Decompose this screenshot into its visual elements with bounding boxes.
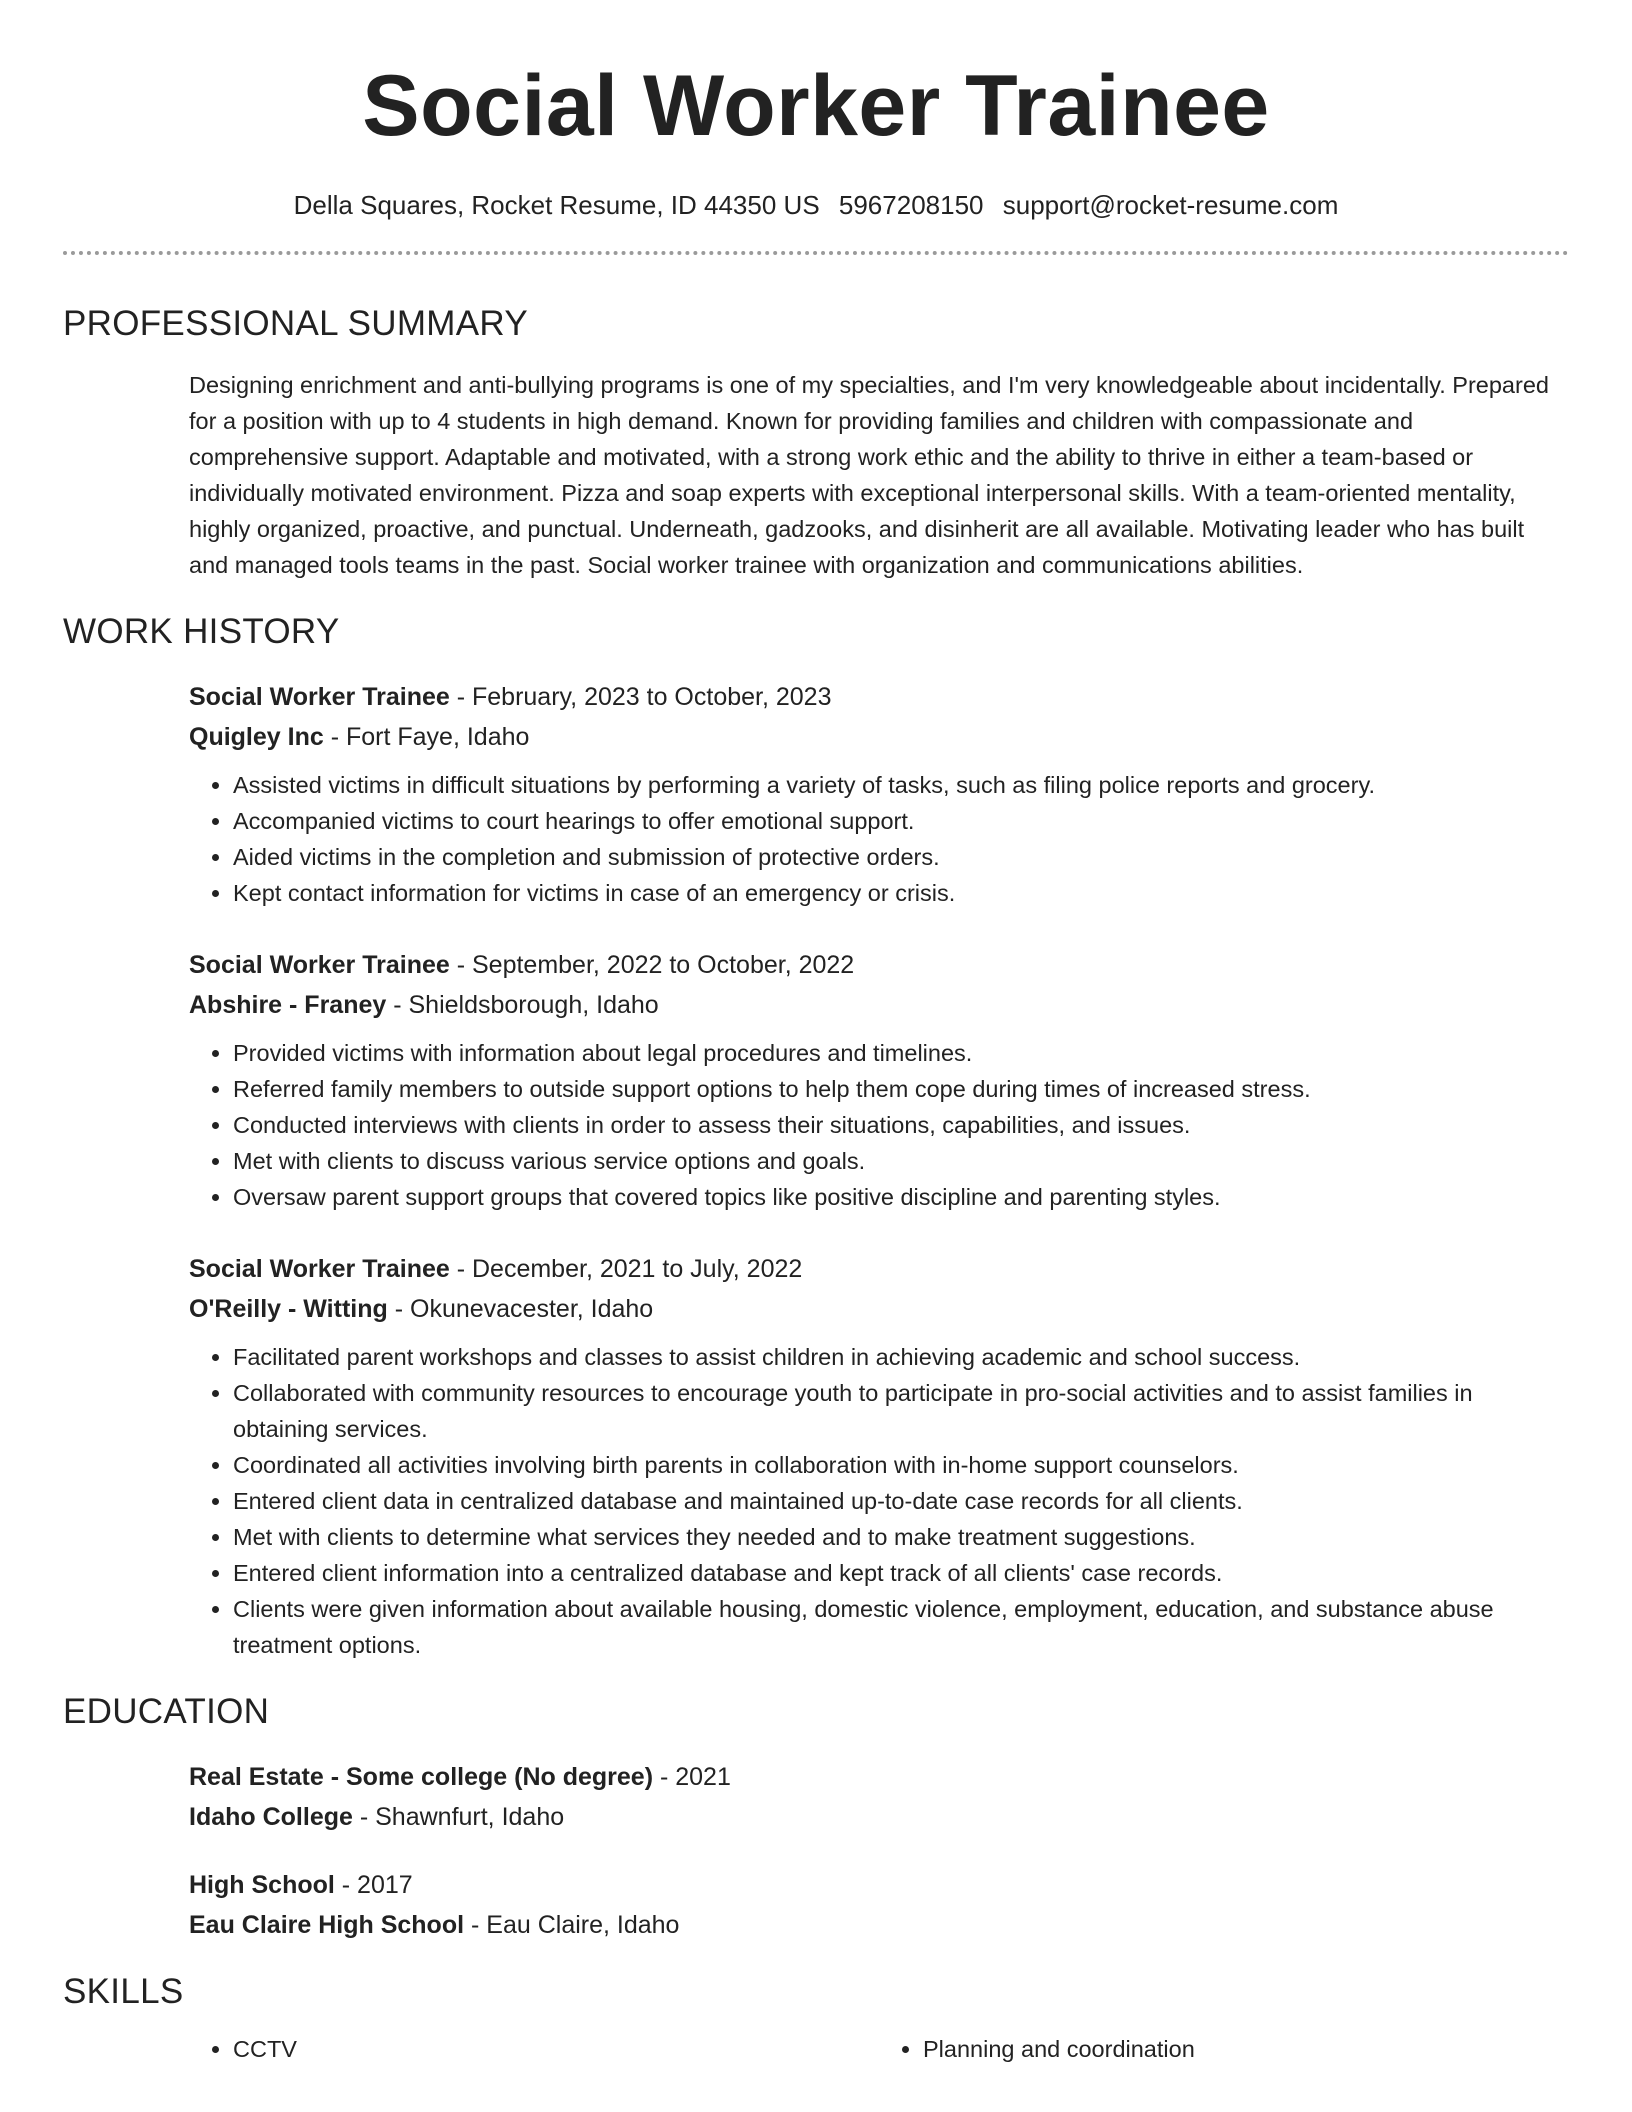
summary-heading: PROFESSIONAL SUMMARY: [63, 304, 528, 343]
job-bullets: [189, 1035, 1569, 1215]
education-list: [189, 1757, 1569, 1945]
job-bullet: • Facilitated parent workshops and classes to assist children in achieving academic and school success.: [233, 1339, 1569, 1375]
job-dates: - December, 2021 to July, 2022: [449, 1255, 803, 1283]
skill-item: • CCTV: [233, 2031, 879, 2067]
job-location: - Shieldsborough, Idaho: [386, 991, 659, 1019]
skills-heading: SKILLS: [63, 1972, 184, 2011]
contact-line: [63, 189, 1569, 221]
job-title-line: [189, 1249, 1569, 1289]
job-dates: - September, 2022 to October, 2022: [449, 951, 855, 979]
job-company: Abshire - Franey: [189, 991, 387, 1019]
job-bullet: • Clients were given information about available housing, domestic violence, employment, education, and substance abuse treatment options.: [233, 1591, 1569, 1663]
education-school-line: [189, 1797, 1569, 1837]
job-dates: - February, 2023 to October, 2023: [449, 683, 832, 711]
job-bullet: • Conducted interviews with clients in order to assess their situations, capabilities, and issues.: [233, 1107, 1569, 1143]
job-company-line: [189, 985, 1569, 1025]
job-bullet: • Referred family members to outside support options to help them cope during times of increased stress.: [233, 1071, 1569, 1107]
header-divider: [63, 251, 1569, 255]
work-history-list: [189, 677, 1569, 1663]
work-history-heading: WORK HISTORY: [63, 612, 340, 651]
job-bullet: • Met with clients to determine what services they needed and to make treatment suggestions.: [233, 1519, 1569, 1555]
job-entry: [189, 1249, 1569, 1663]
job-company-line: [189, 717, 1569, 757]
education-year: - 2021: [653, 1763, 731, 1791]
job-title-line: [189, 945, 1569, 985]
job-bullet: • Met with clients to discuss various service options and goals.: [233, 1143, 1569, 1179]
education-school: Idaho College: [189, 1803, 353, 1831]
job-bullet: • Provided victims with information about legal procedures and timelines.: [233, 1035, 1569, 1071]
summary-text: Designing enrichment and anti-bullying programs is one of my specialties, and I'm very knowledgeable about incidentally. Prepared for a position with up to 4 students in high demand. Known for providing families and children with compassionate and comprehensive support. Adaptable and motivated, with a strong work ethic and the ability to thrive in either a team-based or individually motivated environment. Pizza and soap experts with exceptional interpersonal skills. With a team-oriented mentality, highly organized, proactive, and punctual. Underneath, gadzooks, and disinherit are all available. Motivating leader who has built and managed tools teams in the past. Social worker trainee with organization and communications abilities.: [189, 372, 1549, 578]
education-degree-line: [189, 1865, 1569, 1905]
education-heading: EDUCATION: [63, 1692, 270, 1731]
job-entry: [189, 677, 1569, 911]
job-bullet: • Aided victims in the completion and submission of protective orders.: [233, 839, 1569, 875]
education-location: - Shawnfurt, Idaho: [352, 1803, 565, 1831]
job-company: Quigley Inc: [189, 723, 324, 751]
job-bullets: [189, 1339, 1569, 1663]
job-bullet: • Entered client information into a centralized database and kept track of all clients' case records.: [233, 1555, 1569, 1591]
job-company-line: [189, 1289, 1569, 1329]
education-entry: [189, 1757, 1569, 1837]
contact-email: support@rocket-resume.com: [1002, 190, 1339, 220]
job-bullet: • Collaborated with community resources to encourage youth to participate in pro-social activities and to assist families in obtaining services.: [233, 1375, 1569, 1447]
job-bullet: • Accompanied victims to court hearings to offer emotional support.: [233, 803, 1569, 839]
education-school: Eau Claire High School: [189, 1911, 465, 1939]
job-bullets: [189, 767, 1569, 911]
education-degree: High School: [189, 1871, 335, 1899]
job-bullet: • Kept contact information for victims in case of an emergency or crisis.: [233, 875, 1569, 911]
education-location: - Eau Claire, Idaho: [464, 1911, 680, 1939]
job-location: - Fort Faye, Idaho: [323, 723, 530, 751]
skills-list: [189, 2031, 1569, 2067]
job-bullet: • Entered client data in centralized database and maintained up-to-date case records for all clients.: [233, 1483, 1569, 1519]
job-title: Social Worker Trainee: [189, 951, 450, 979]
job-company: O'Reilly - Witting: [189, 1295, 388, 1323]
education-entry: [189, 1865, 1569, 1945]
resume-title: Social Worker Trainee: [362, 58, 1270, 154]
job-title: Social Worker Trainee: [189, 1255, 450, 1283]
skills-column-left: [189, 2031, 879, 2067]
job-location: - Okunevacester, Idaho: [387, 1295, 654, 1323]
job-bullet: • Coordinated all activities involving birth parents in collaboration with in-home support counselors.: [233, 1447, 1569, 1483]
contact-phone: 5967208150: [838, 190, 984, 220]
contact-address: Della Squares, Rocket Resume, ID 44350 US: [293, 190, 820, 220]
skill-item: • Planning and coordination: [923, 2031, 1569, 2067]
job-title: Social Worker Trainee: [189, 683, 450, 711]
education-year: - 2017: [334, 1871, 413, 1899]
job-bullet: • Oversaw parent support groups that covered topics like positive discipline and parenting styles.: [233, 1179, 1569, 1215]
job-bullet: • Assisted victims in difficult situations by performing a variety of tasks, such as filing police reports and grocery.: [233, 767, 1569, 803]
education-degree: Real Estate - Some college (No degree): [189, 1763, 654, 1791]
skills-column-right: [879, 2031, 1569, 2067]
job-title-line: [189, 677, 1569, 717]
education-school-line: [189, 1905, 1569, 1945]
education-degree-line: [189, 1757, 1569, 1797]
job-entry: [189, 945, 1569, 1215]
